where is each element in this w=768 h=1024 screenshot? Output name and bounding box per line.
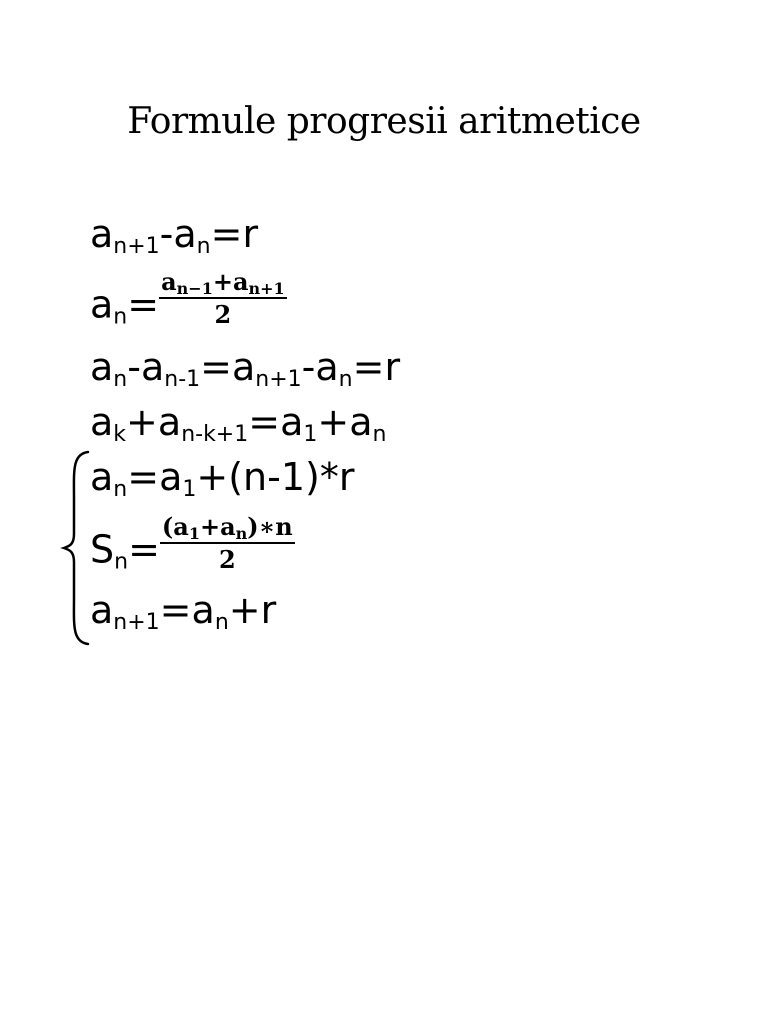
formula-symmetric-sum: $a_k+a_{n-k+1}=a_1+a_n$ bbox=[90, 400, 387, 447]
fraction-numerator: $(a_1+a_n)∗n$ bbox=[161, 512, 293, 543]
formula-general-term: $a_n=a_1+(n-1)*r$ bbox=[90, 455, 355, 502]
fraction-denominator: 2 bbox=[218, 545, 236, 574]
fraction-denominator: 2 bbox=[214, 300, 232, 329]
left-brace-icon bbox=[60, 448, 94, 648]
formula-sum: $S_n=$ $\frac{(a_1+a_n)∗n}{2}$ bbox=[90, 512, 293, 575]
fraction-numerator: $a_{n-1}+a_{n+1}$ bbox=[161, 267, 285, 298]
formula-consecutive-difference: $a_n-a_{n-1}=a_{n+1}-a_n=r$ bbox=[90, 345, 401, 392]
fraction bbox=[159, 267, 287, 331]
page-title: Formule progresii aritmetice bbox=[127, 101, 641, 142]
formula-ratio-definition: $a_{n+1}-a_n=r$ bbox=[90, 212, 259, 259]
formula-recurrence: $a_{n+1}=a_n+r$ bbox=[90, 588, 277, 635]
fraction bbox=[160, 512, 295, 576]
formula-middle-term: $a_n=$ $\frac{a_{n-1}+a_{n+1}}{2}$ bbox=[90, 267, 285, 330]
